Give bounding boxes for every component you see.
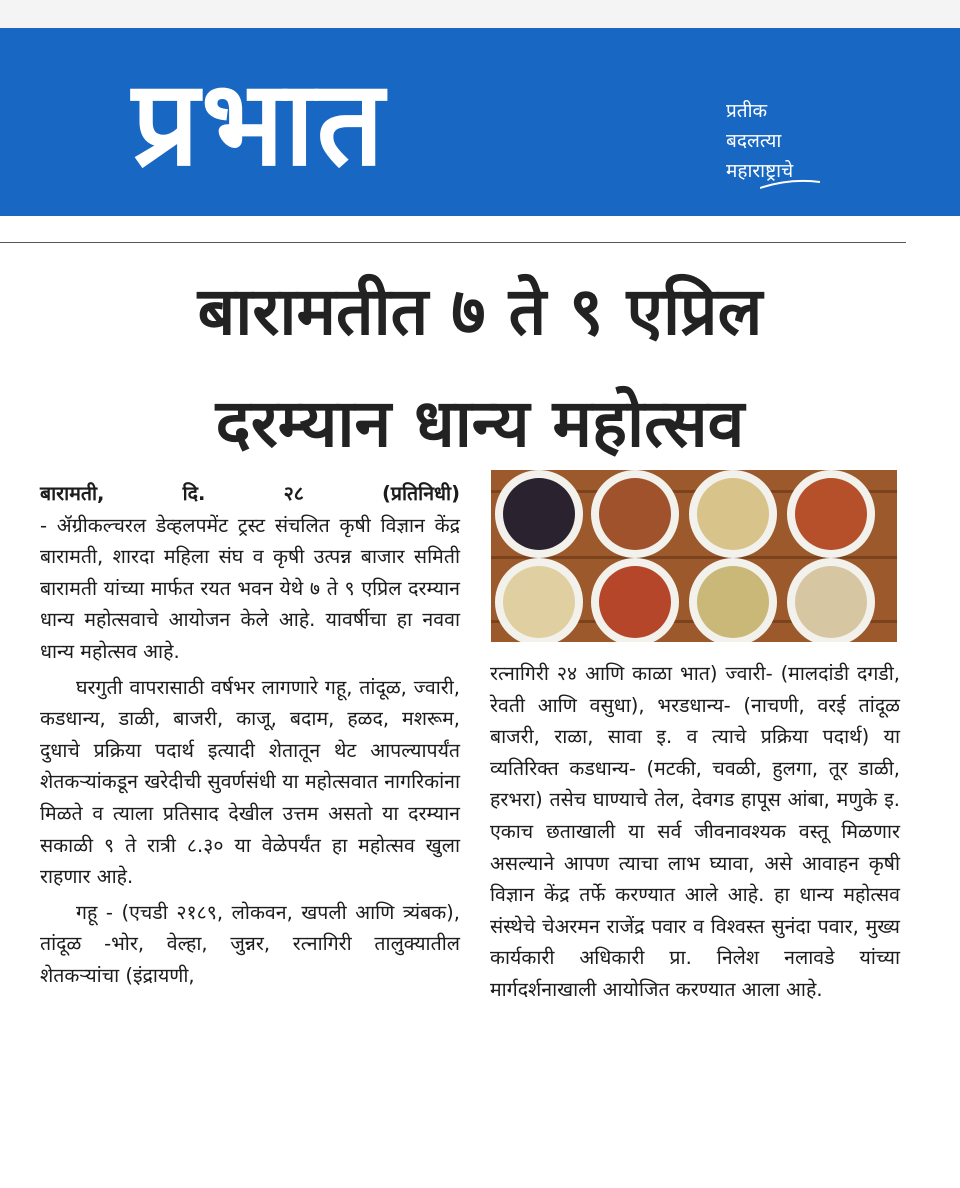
dateline bbox=[40, 478, 460, 510]
bowl-grain bbox=[795, 566, 867, 638]
article-paragraph: गहू - (एचडी २१८९, लोकवन, खपली आणि त्र्यंबक), तांदूळ -भोर, वेल्हा, जुन्नर, रत्नागिरी तालुक्यातील शेतकऱ्यांचा (इंद्रायणी, bbox=[40, 900, 460, 987]
bowl-grain bbox=[503, 566, 575, 638]
masthead bbox=[0, 28, 960, 236]
page-top-strip bbox=[0, 0, 960, 28]
dateline-place: बारामती, bbox=[40, 482, 105, 505]
tagline-line-3: महाराष्ट्राचे bbox=[726, 160, 794, 182]
bowl-grain bbox=[795, 478, 867, 550]
article-lead: - ॲग्रीकल्चरल डेव्हलपमेंट ट्रस्ट संचलित कृषी विज्ञान केंद्र बारामती, शारदा महिला संघ व कृषी उत्पन्न बाजार समिती बारामती यांच्या मार्फत रयत भवन येथे ७ ते ९ एप्रिल दरम्यान धान्य महोत्सवाचे आयोजन केले आहे. यावर्षीचा हा नववा धान्य महोत्सव आहे. bbox=[40, 513, 460, 663]
bowl-grain bbox=[599, 566, 671, 638]
article-column-left bbox=[40, 478, 460, 992]
article-column-right bbox=[490, 658, 900, 1006]
dateline-date-label: दि. bbox=[182, 482, 206, 505]
swoosh-icon bbox=[760, 178, 820, 190]
dateline-credit: (प्रतिनिधी) bbox=[381, 482, 460, 505]
bowl-grain bbox=[599, 478, 671, 550]
article-headline bbox=[0, 256, 960, 480]
website-url: www.dainikprabhat.com bbox=[588, 224, 715, 236]
bowl-grain bbox=[697, 478, 769, 550]
header-divider bbox=[0, 242, 906, 243]
grain-bowls-illustration bbox=[491, 470, 897, 642]
article-paragraph: घरगुती वापरासाठी वर्षभर लागणारे गहू, तांदूळ, ज्वारी, कडधान्य, डाळी, बाजरी, काजू, बदाम, हळद, मशरूम, दुधाचे प्रक्रिया पदार्थ इत्यादी शेतातून थेट आपल्यापर्यंत शेतकऱ्यांकडून खरेदीची सुवर्णसंधी या महोत्सवात नागरिकांना मिळते व त्याला प्रतिसाद देखील उत्तम असतो या दरम्यान सकाळी ९ ते रात्री ८.३० या वेळेपर्यंत हा महोत्सव खुला राहणार आहे. bbox=[40, 675, 460, 889]
tagline-line-1: प्रतीक bbox=[726, 100, 768, 122]
bowl-grain bbox=[697, 566, 769, 638]
grain-bowls-photo bbox=[491, 470, 897, 642]
bowl-grain bbox=[503, 478, 575, 550]
newspaper-logo: प्रभात bbox=[132, 54, 386, 192]
dateline-date: २८ bbox=[283, 482, 304, 505]
tagline bbox=[726, 96, 793, 186]
tagline-line-2: बदलत्या bbox=[726, 130, 782, 152]
headline-line-1: बारामतीत ७ ते ९ एप्रिल bbox=[197, 273, 763, 350]
headline-line-2: दरम्यान धान्य महोत्सव bbox=[215, 385, 745, 462]
article-paragraph: रत्नागिरी २४ आणि काळा भात) ज्वारी- (मालदांडी दगडी, रेवती आणि वसुधा), भरडधान्य- (नाचणी, वरई तांदूळ बाजरी, राळा, सावा इ. व त्याचे प्रक्रिया पदार्थ) या व्यतिरिक्त कडधान्य- (मटकी, चवळी, हुलगा, तूर डाळी, हरभरा) तसेच घाण्याचे तेल, देवगड हापूस आंबा, मणुके इ. एकाच छताखाली या सर्व जीवनावश्यक वस्तू मिळणार असल्याने आपण त्याचा लाभ घ्यावा, असे आवाहन कृषी विज्ञान केंद्र तर्फे करण्यात आले आहे. हा धान्य महोत्सव संस्थेचे चेअरमन राजेंद्र पवार व विश्वस्त सुनंदा पवार, मुख्य कार्यकारी अधिकारी प्रा. निलेश नलावडे यांच्या मार्गदर्शनाखाली आयोजित करण्यात आला आहे. bbox=[490, 662, 900, 1001]
